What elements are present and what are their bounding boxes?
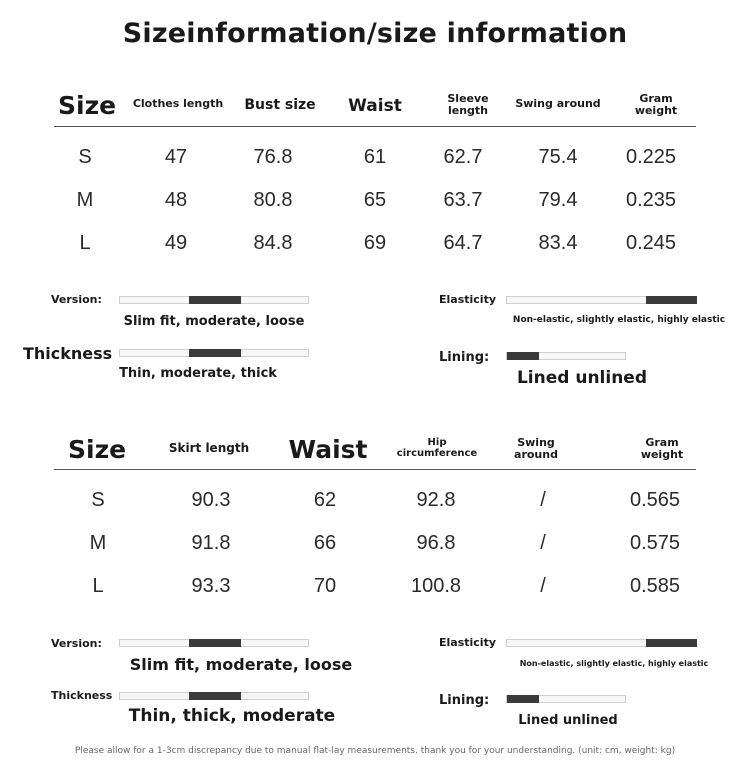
bust-size-cell: 80.8 [253,189,293,211]
thickness-scale [119,349,309,357]
col-header-size: Size [68,435,127,464]
size-cell: L [92,575,104,597]
thickness-label: Thickness [23,344,113,363]
swing-around-cell: / [540,489,546,511]
elasticity-scale [506,296,696,304]
size-cell: M [76,189,94,211]
waist-cell: 66 [313,532,337,554]
waist-cell: 61 [363,146,387,168]
elasticity-scale-fill [646,296,697,304]
thickness-scale-fill [189,692,240,700]
version-label: Version: [51,637,102,650]
skirt-length-cell: 90.3 [191,489,231,511]
lining-options: Lined unlined [518,713,618,728]
version-options: Slim fit, moderate, loose [129,655,353,674]
sleeve-length-cell: 64.7 [443,232,483,254]
col-header-skirt-length: Skirt length [168,441,250,455]
skirt-length-cell: 91.8 [191,532,231,554]
elasticity-options: Non-elastic, slightly elastic, highly elastic [519,659,709,668]
swing-around-cell: / [540,532,546,554]
header-rule [54,469,696,470]
elasticity-scale-fill [646,639,697,647]
size-cell: L [79,232,91,254]
lining-scale [506,352,626,360]
gram-weight-cell: 0.235 [625,189,677,211]
thickness-scale [119,692,309,700]
version-scale-fill [189,296,240,304]
swing-around-cell: 75.4 [538,146,578,168]
version-label: Version: [51,293,102,306]
col-header-waist: Waist [348,96,402,116]
header-rule [54,126,696,127]
bust-size-cell: 76.8 [253,146,293,168]
elasticity-options: Non-elastic, slightly elastic, highly elastic [512,315,726,325]
page-title: Sizeinformation/size information [122,18,628,49]
clothes-length-cell: 48 [164,189,188,211]
sleeve-length-cell: 62.7 [443,146,483,168]
col-header-waist: Waist [288,435,368,464]
hip-circumference-cell: 100.8 [410,575,462,597]
gram-weight-cell: 0.585 [629,575,681,597]
gram-weight-cell: 0.225 [625,146,677,168]
version-scale [119,639,309,647]
elasticity-scale [506,639,696,647]
bust-size-cell: 84.8 [253,232,293,254]
col-header-size: Size [58,91,117,120]
elasticity-label: Elasticity [439,636,497,649]
swing-around-cell: 83.4 [538,232,578,254]
col-header-hip-circumference: Hip circumference [396,437,478,459]
hip-circumference-cell: 96.8 [416,532,456,554]
lining-scale-fill [507,352,539,360]
gram-weight-cell: 0.565 [629,489,681,511]
waist-cell: 70 [313,575,337,597]
col-header-clothes-length: Clothes length [132,97,224,110]
lining-options: Lined unlined [516,368,648,388]
col-header-swing-around: Swing around [515,97,601,110]
lining-label: Lining: [439,693,490,708]
col-header-bust-size: Bust size [244,97,316,113]
lining-label: Lining: [439,350,490,365]
skirt-length-cell: 93.3 [191,575,231,597]
size-cell: M [89,532,107,554]
lining-scale-fill [507,695,539,703]
sleeve-length-cell: 63.7 [443,189,483,211]
version-scale [119,296,309,304]
version-options: Slim fit, moderate, loose [123,314,305,329]
thickness-scale-fill [189,349,240,357]
col-header-gram-weight: Gram weight [640,436,684,461]
thickness-label: Thickness [51,689,113,702]
size-cell: S [91,489,105,511]
elasticity-label: Elasticity [439,293,497,306]
footnote: Please allow for a 1-3cm discrepancy due to manual flat-lay measurements. thank you for your understanding. (unit: cm, weight: kg) [74,746,676,756]
thickness-options: Thin, moderate, thick [119,366,277,381]
lining-scale [506,695,626,703]
waist-cell: 65 [363,189,387,211]
waist-cell: 62 [313,489,337,511]
gram-weight-cell: 0.575 [629,532,681,554]
clothes-length-cell: 49 [164,232,188,254]
clothes-length-cell: 47 [164,146,188,168]
size-cell: S [78,146,92,168]
gram-weight-cell: 0.245 [625,232,677,254]
swing-around-cell: 79.4 [538,189,578,211]
hip-circumference-cell: 92.8 [416,489,456,511]
version-scale-fill [189,639,240,647]
col-header-gram-weight: Gram weight [634,92,678,117]
waist-cell: 69 [363,232,387,254]
col-header-swing-around: Swing around [514,436,558,461]
thickness-options: Thin, thick, moderate [128,706,336,726]
swing-around-cell: / [540,575,546,597]
col-header-sleeve-length: Sleeve length [447,92,489,117]
